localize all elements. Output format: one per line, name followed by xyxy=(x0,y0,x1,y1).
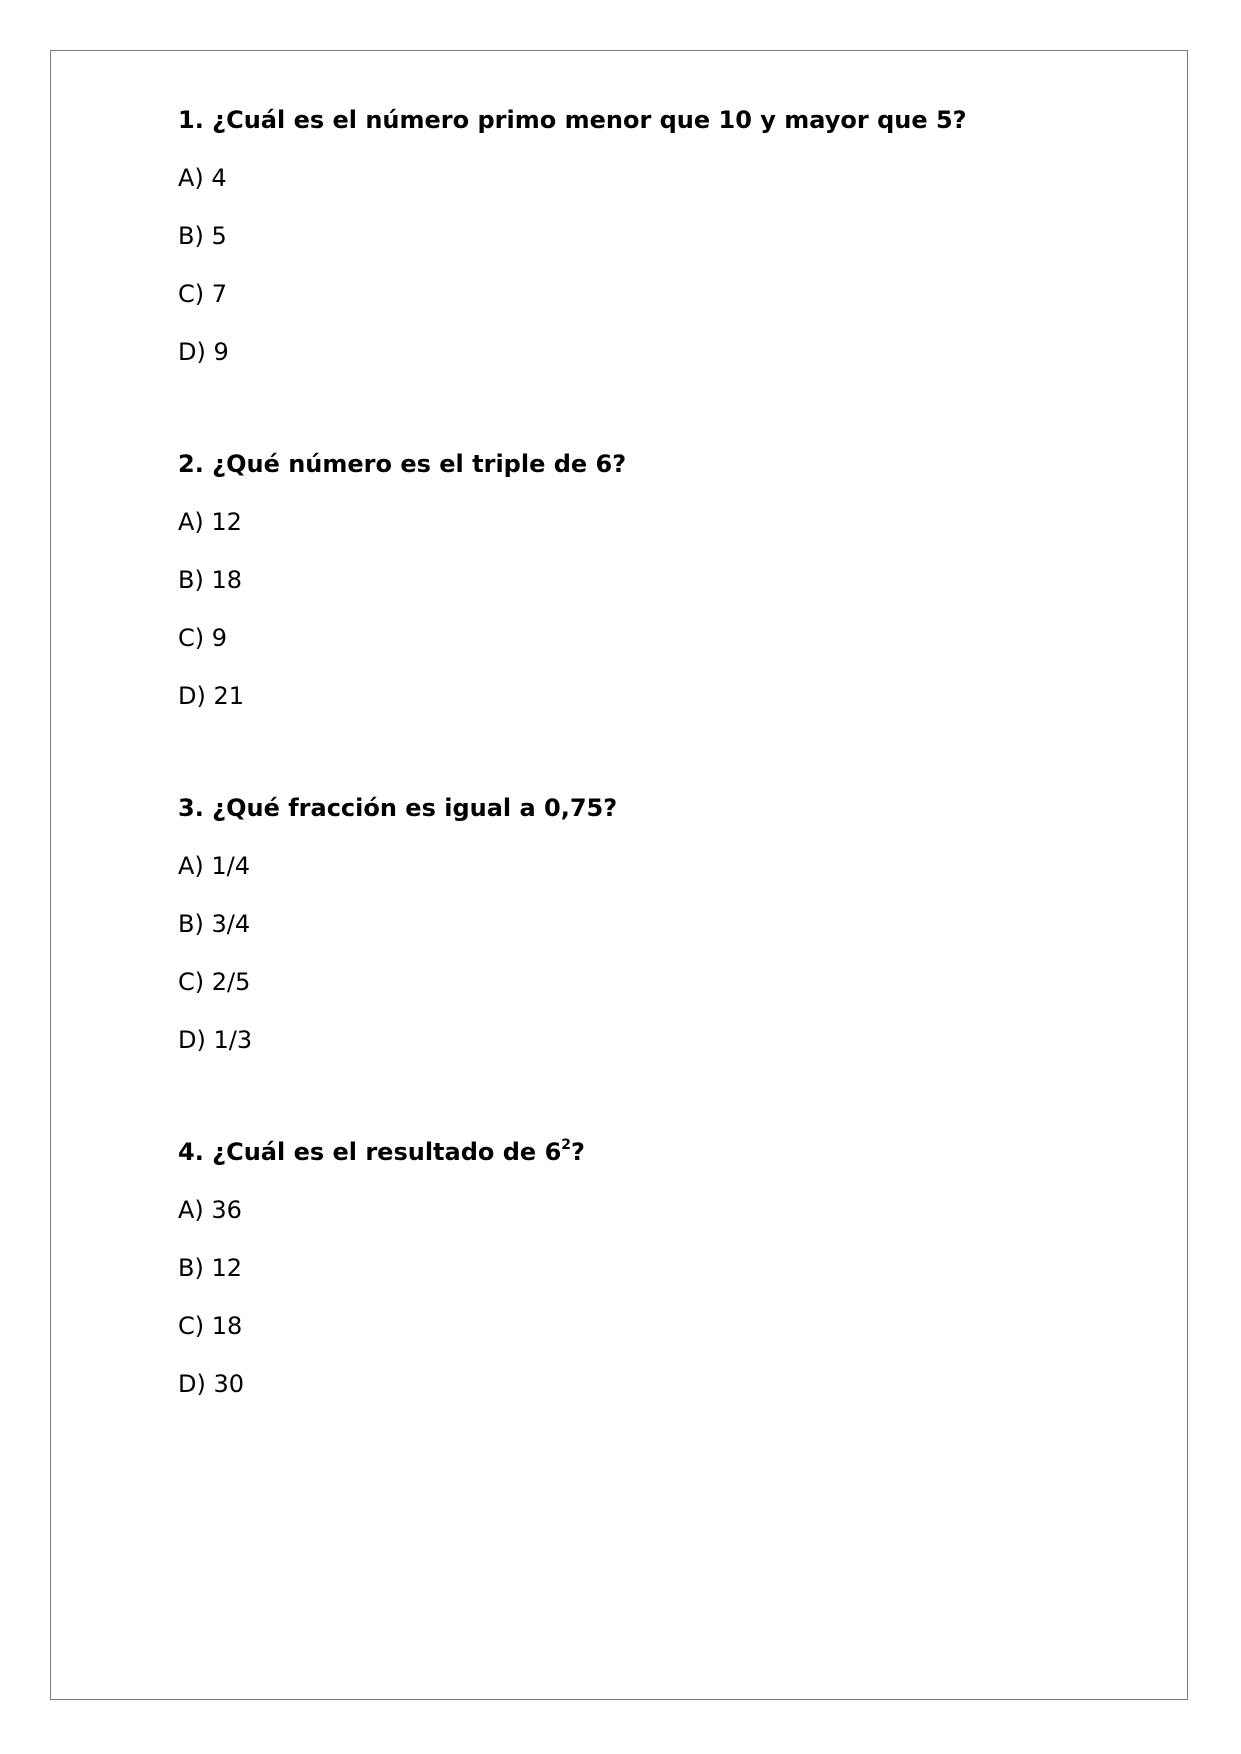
question-4 xyxy=(178,1137,1138,1399)
option-d: D) 30 xyxy=(178,1370,245,1398)
exponent: 2 xyxy=(561,1137,572,1153)
question-title xyxy=(178,1137,1138,1167)
question-title-prefix: 4. ¿Cuál es el resultado de 6 xyxy=(178,1138,562,1166)
question-title-suffix: ? xyxy=(571,1138,585,1166)
option-a: A) 4 xyxy=(178,164,227,192)
option-c: C) 2/5 xyxy=(178,968,251,996)
option-b: B) 5 xyxy=(178,222,227,250)
question-title: 3. ¿Qué fracción es igual a 0,75? xyxy=(178,794,618,822)
option-d: D) 9 xyxy=(178,338,229,366)
question-3 xyxy=(178,793,1138,1055)
option-b: B) 3/4 xyxy=(178,910,251,938)
option-a: A) 12 xyxy=(178,508,242,536)
option-a: A) 36 xyxy=(178,1196,242,1224)
question-title: 2. ¿Qué número es el triple de 6? xyxy=(178,450,627,478)
question-title: 1. ¿Cuál es el número primo menor que 10 y mayor que 5? xyxy=(178,106,967,134)
option-d: D) 1/3 xyxy=(178,1026,253,1054)
option-c: C) 9 xyxy=(178,624,228,652)
question-1 xyxy=(178,105,1138,367)
option-b: B) 18 xyxy=(178,566,242,594)
option-b: B) 12 xyxy=(178,1254,242,1282)
option-c: C) 7 xyxy=(178,280,228,308)
option-a: A) 1/4 xyxy=(178,852,251,880)
option-d: D) 21 xyxy=(178,682,245,710)
option-c: C) 18 xyxy=(178,1312,243,1340)
question-2 xyxy=(178,449,1138,711)
